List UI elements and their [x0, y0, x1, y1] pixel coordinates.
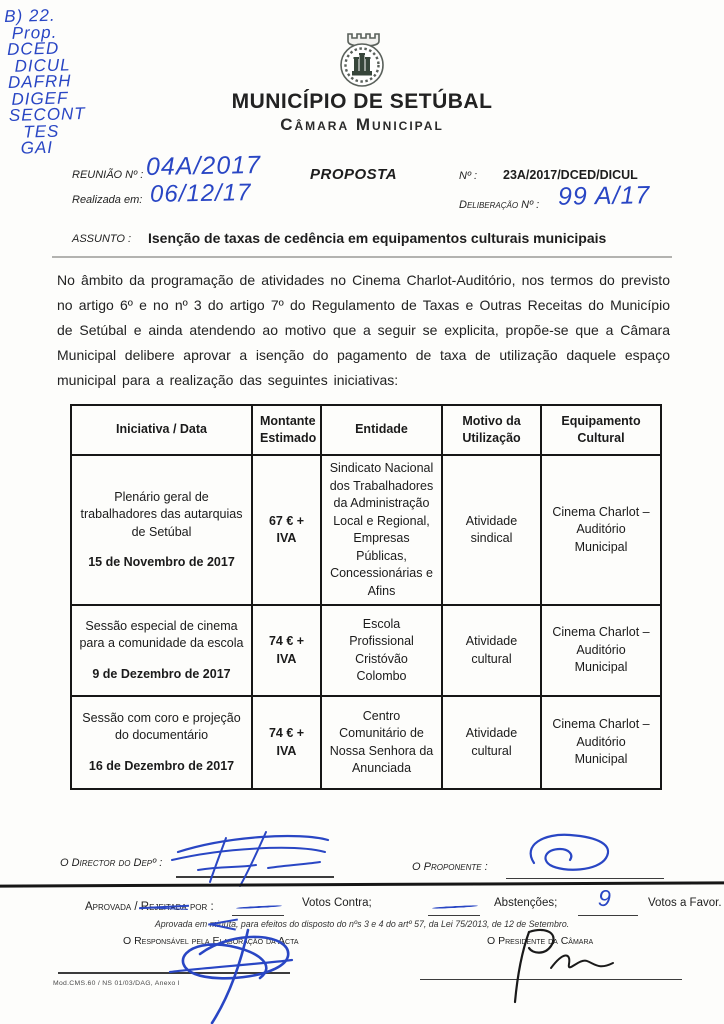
header-motivo: Motivo da Utilização	[442, 405, 541, 455]
votos-contra-label: Votos Contra;	[302, 897, 372, 909]
assunto-label: ASSUNTO :	[72, 233, 132, 245]
proposal-number: 23A/2017/DCED/DICUL	[503, 168, 638, 182]
votos-favor-line	[578, 915, 638, 916]
minuta-word-scribbled: minuta	[209, 919, 237, 929]
body-paragraph: No âmbito da programação de atividades no Cinema Charlot-Auditório, nos termos do previsto no artigo 6º e no nº 3 do artigo 7º do Regulamento de Taxas e Outras Receitas do Município de Setúbal e ainda atendendo ao motivo que a seguir se explicita, propõe-se que a Câmara Municipal delibere aprovar a isenção do pagamento de taxa de utilização daquele espaço municipal para a realização das seguintes iniciativas:	[57, 272, 670, 388]
meeting-date-handwritten: 06/12/17	[149, 179, 252, 208]
director-signature	[168, 830, 340, 888]
por-label: por :	[186, 901, 214, 913]
responsavel-signature	[140, 926, 312, 1024]
handnote-line: TES	[23, 121, 60, 142]
initiatives-table	[70, 404, 662, 790]
cell-iniciativa	[71, 455, 252, 605]
abstencoes-line	[428, 915, 480, 916]
proponente-signature	[516, 831, 618, 879]
responsavel-acta-label: O Responsável pela Elaboração da Acta	[123, 935, 299, 947]
rejeitada-label-struck: Rejeitada	[140, 901, 187, 913]
votos-contra-line	[232, 915, 284, 916]
handnote-line: SECONT	[8, 103, 86, 125]
handnote-line: DAFRH	[7, 71, 72, 92]
header-iniciativa: Iniciativa / Data	[71, 405, 252, 455]
cell-equipamento: Cinema Charlot – Auditório Municipal	[541, 455, 661, 605]
table-row	[71, 696, 661, 789]
cell-motivo: Atividade cultural	[442, 696, 541, 789]
aprovada-label: Aprovada /	[85, 901, 141, 913]
cell-entidade: Centro Comunitário de Nossa Senhora da Anunciada	[321, 696, 442, 789]
thick-separator-line	[0, 881, 724, 887]
proposta-title: PROPOSTA	[310, 166, 398, 183]
header-equipamento: Equipamento Cultural	[541, 405, 661, 455]
reuniao-label: REUNIÃO Nº :	[72, 169, 144, 181]
deliberation-number-handwritten: 99 A/17	[557, 181, 651, 211]
minuta-note-pre: Aprovada em	[154, 919, 210, 929]
iniciativa-text: Plenário geral de trabalhadores das autarquias de Setúbal	[80, 489, 243, 539]
initiatives-table-container	[70, 404, 662, 790]
cell-iniciativa	[71, 605, 252, 696]
form-code: Mod.CMS.60 / NS 01/03/DAG, Anexo I	[53, 980, 180, 987]
cell-entidade: Escola Profissional Cristóvão Colombo	[321, 605, 442, 696]
iniciativa-date: 15 de Novembro de 2017	[88, 555, 235, 569]
cell-motivo: Atividade cultural	[442, 605, 541, 696]
section-divider	[52, 256, 672, 258]
presidente-signature	[505, 924, 637, 1004]
header-montante: Montante Estimado	[252, 405, 321, 455]
iniciativa-date: 9 de Dezembro de 2017	[92, 666, 231, 681]
subject-text: Isenção de taxas de cedência em equipamentos culturais municipais	[148, 230, 607, 246]
proponente-label: O Proponente :	[412, 861, 488, 873]
abstencoes-label: Abstenções;	[494, 897, 558, 909]
cell-iniciativa	[71, 696, 252, 789]
handnote-line: B) 22.	[4, 5, 56, 27]
handnote-line: DCED	[6, 38, 60, 59]
numero-label: Nº :	[459, 170, 478, 182]
iniciativa-text: Sessão com coro e projeção do documentário	[82, 710, 241, 743]
approval-status-group	[85, 897, 214, 915]
cell-montante: 67 € + IVA	[252, 455, 321, 605]
header-entidade: Entidade	[321, 405, 442, 455]
handnote-line: DIGEF	[11, 87, 69, 109]
deliberacao-label: Deliberação Nº :	[459, 199, 540, 211]
table-row	[71, 455, 661, 605]
table-header-row	[71, 405, 661, 455]
votos-favor-label: Votos a Favor.	[648, 897, 722, 909]
setubal-coat-of-arms-icon	[331, 26, 393, 95]
abstencoes-dash-mark	[432, 905, 478, 909]
reuniao-number-handwritten: 04A/2017	[145, 150, 262, 182]
cell-motivo: Atividade sindical	[442, 455, 541, 605]
handnote-line: Prop.	[11, 22, 58, 43]
iniciativa-text: Sessão especial de cinema para a comunidade da escola	[79, 618, 244, 651]
votos-favor-handwritten-count: 9	[597, 884, 612, 912]
minuta-note-post: , para efeitos do disposto do nºs 3 e 4 do artº 57, da Lei 75/2013, de 12 de Setembro.	[236, 919, 570, 929]
cell-equipamento: Cinema Charlot – Auditório Municipal	[541, 696, 661, 789]
votos-contra-dash-mark	[236, 905, 282, 909]
handnote-line: GAI	[20, 137, 54, 158]
cell-montante: 74 € + IVA	[252, 605, 321, 696]
iniciativa-date: 16 de Dezembro de 2017	[88, 758, 235, 773]
handnote-line: DICUL	[14, 54, 71, 76]
cell-equipamento: Cinema Charlot – Auditório Municipal	[541, 605, 661, 696]
council-subtitle: Câmara Municipal	[280, 115, 444, 134]
municipality-title: MUNICÍPIO DE SETÚBAL	[231, 90, 493, 113]
table-row	[71, 605, 661, 696]
presidente-label: O Presidente da Câmara	[487, 935, 594, 947]
cell-montante: 74 € + IVA	[252, 696, 321, 789]
director-label: O Director do Depº :	[60, 857, 163, 869]
realizada-label: Realizada em:	[72, 194, 143, 206]
cell-entidade: Sindicato Nacional dos Trabalhadores da Administração Local e Regional, Empresas Públicas, Concessionárias e Afins	[321, 455, 442, 605]
